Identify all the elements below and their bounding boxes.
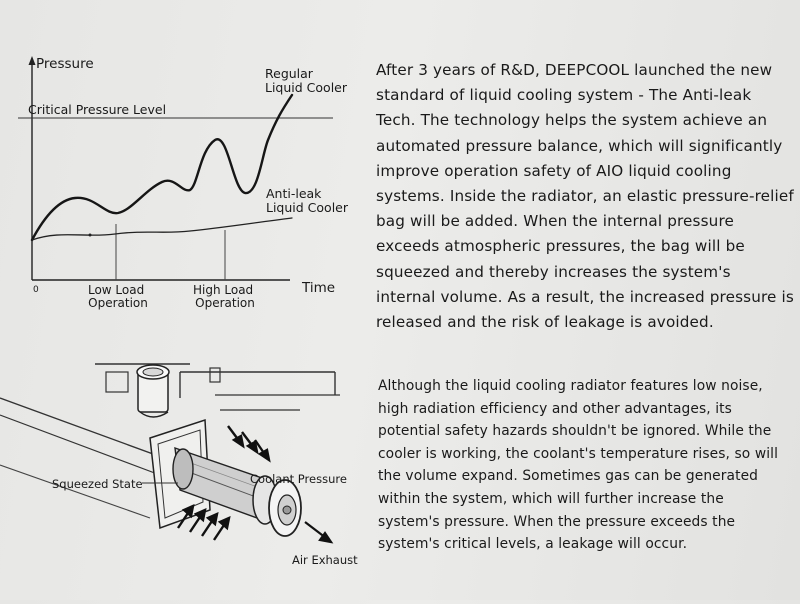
regular-cooler-label [265,66,348,95]
air-exhaust-label: Air Exhaust [292,553,358,567]
x-axis-label: Time [302,280,336,296]
radiator-face-line [0,465,150,518]
low-load-label-line2: Operation [88,296,148,310]
valve-cap-center [283,506,291,514]
coolant-pressure-label: Coolant Pressure [250,472,347,486]
anti-leak-cooler-curve [32,218,292,240]
radiator-tab [210,368,220,382]
anti-leak-cooler-label-line2: Liquid Cooler [266,200,349,215]
intro-paragraph: After 3 years of R&D, DEEPCOOL launched the new standard of liquid cooling system - The Anti-leak Tech. The technology helps the system achieve an automated pressure balance, which will significantly improve operation safety of AIO liquid cooling systems. Inside the radiator, an elastic pressure-relief bag will be added. When the internal pressure exceeds atmospheric pressures, the bag will be squeezed and thereby increases the system's internal volume. As a result, the increased pressure is released and the risk of leakage is avoided. [376,61,794,332]
radiator-lower-edge-2 [0,415,160,475]
critical-pressure-label: Critical Pressure Level [28,102,167,117]
high-load-label-line2: Operation [195,296,255,310]
squeezed-arrows [178,506,229,540]
anti-leak-dot [89,234,92,237]
hazard-paragraph: Although the liquid cooling radiator features low noise, high radiation efficiency and other advantages, its potential safety hazards shouldn't be ignored. While the cooler is working, the coolant's temperature rises, so will the volume expand. Sometimes gas can be generated within the system, which will further increase the system's pressure. When the pressure exceeds the system's critical levels, a leakage will occur. [378,378,778,553]
high-load-label [193,283,257,310]
fitting-inner [143,368,163,376]
squeezed-state-label: Squeezed State [52,477,143,491]
air-exhaust-arrow [305,522,331,542]
origin-label: 0 [33,285,39,295]
regular-cooler-label-line1: Regular [265,66,313,81]
regular-cooler-label-line2: Liquid Cooler [265,80,348,95]
valve-illustration-svg [0,350,370,600]
coolant-pressure-arrows [228,426,269,460]
radiator-tab-2 [106,372,128,392]
pressure-chart [0,40,370,320]
valve-illustration [0,350,370,600]
anti-leak-cooler-label [266,186,349,215]
y-axis-label: Pressure [36,56,94,72]
anti-leak-cooler-label-line1: Anti-leak [266,186,322,201]
y-axis-arrow [29,56,36,65]
high-load-label-line1: High Load [192,283,254,297]
low-load-label [88,283,148,310]
low-load-label-line1: Low Load [87,283,145,297]
pressure-chart-svg [0,40,370,320]
